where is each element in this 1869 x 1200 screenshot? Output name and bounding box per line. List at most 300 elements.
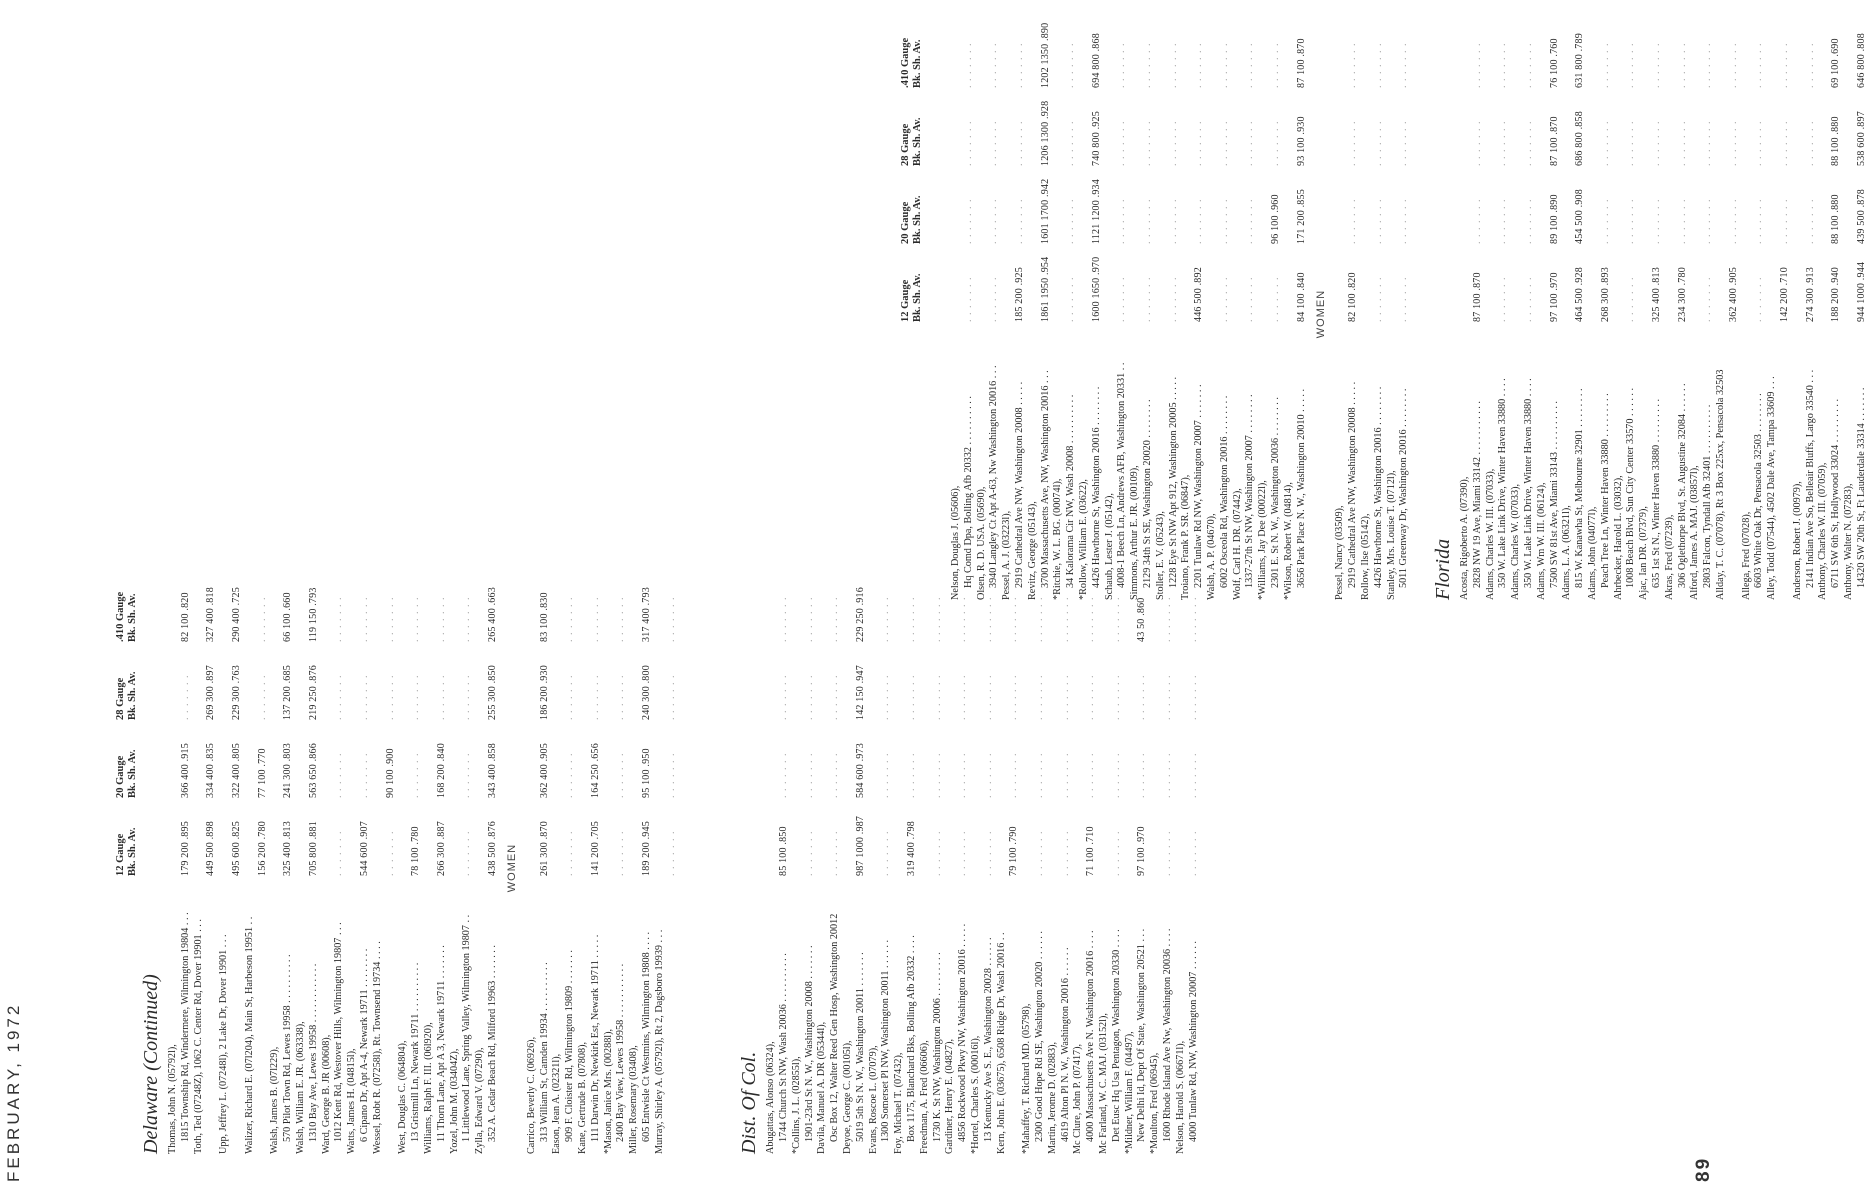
score-g12: 234 300 .780 (1676, 267, 1688, 322)
entry-address: 6711 SW 6th St, Hollywood 33024 . . . . . . . . . (1830, 398, 1842, 588)
entry-address: 1310 Bay Ave, Lewes 19958 . . . . . . . . . . . . (307, 963, 319, 1142)
score-g20: . . . . . . . (333, 752, 345, 798)
entry-address: 570 Pilot Town Rd, Lewes 19958 . . . . . . . . . . (282, 954, 294, 1142)
list-item (346, 564, 372, 1154)
list-item (1715, 10, 1741, 600)
entry-name: Ajac, Ian DR. (07379), (1638, 506, 1650, 600)
entry-name: Nelson, Harold S. (06671l), (1174, 1040, 1186, 1154)
list-item (1510, 10, 1536, 600)
entry-name: Walsh, A. P. (04670), (1205, 513, 1217, 600)
entry-name-address (397, 876, 423, 1154)
list-item (1047, 564, 1073, 1154)
score-g410: 82 100 .820 (179, 592, 191, 642)
entry-address: New Delhi Id, Dept Of State, Washington 20521 . . . (1136, 928, 1148, 1142)
score-g12: 79 100 .790 (1008, 826, 1020, 876)
entry-name: Miller, Rosemary (03408), (628, 1045, 640, 1154)
score-g20: . . . . . . . (931, 752, 943, 798)
entry-name: Troiano, Frank P. SR. (06847), (1180, 474, 1192, 600)
score-g12: 705 800 .881 (307, 821, 319, 876)
list-item (321, 564, 347, 1154)
entry-name: *Mildner, William F. (04497), (1123, 1031, 1135, 1154)
entry-name: Allega, Fred (07028), (1740, 511, 1752, 600)
list-item (950, 10, 976, 600)
entry-name-address (1792, 322, 1818, 600)
entry-name-address (1257, 322, 1283, 600)
entry-address: 6603 White Oak Dr, Pensacola 32503 . . . . . . . . (1753, 393, 1765, 588)
entry-address: Hq Comd Dpa, Bolling Afb 20332 . . . . . . . . . . (962, 396, 974, 588)
score-g20: . . . . . . . (1141, 198, 1153, 244)
score-g28: 538 600 .897 (1855, 111, 1867, 166)
entry-name: *Moulton, Fred (06945), (1149, 1052, 1161, 1154)
entry-name: Toth, Ted (07248Z), 1062 C. Center Rd, Dover 19901 . . . (192, 919, 204, 1154)
entry-address: 1600 Rhode Island Ave Nw, Washington 20036 . . . . (1161, 928, 1173, 1142)
score-g20: . . . . . . . (358, 752, 370, 798)
entry-address: Box 1175, Blanchard Bks, Bolling Afb 20332 . . . . (906, 935, 918, 1142)
list-item (1459, 10, 1485, 600)
score-g410: . . . . . . . (1676, 42, 1688, 88)
list-item (1129, 10, 1155, 600)
score-g28: 87 100 .870 (1548, 116, 1560, 166)
list-item (1689, 10, 1715, 600)
score-g12: 362 400 .905 (1727, 267, 1739, 322)
score-g28: . . . . . . . (1727, 120, 1739, 166)
entry-name: Allday, T. C. (07078), Rt 3 Box 225xx, Pensacola 32503 (1715, 369, 1727, 600)
score-g410: . . . . . . . (1727, 42, 1739, 88)
score-g12: . . . . . . . (1625, 276, 1637, 322)
score-g20: . . . . . . . (1187, 752, 1199, 798)
list-item (1078, 10, 1104, 600)
score-g28: . . . . . . . (1110, 674, 1122, 720)
score-g28: . . . . . . . (179, 674, 191, 720)
entry-name-address (1843, 322, 1869, 600)
score-g28: . . . . . . . (803, 674, 815, 720)
score-g410: . . . . . . . (1065, 42, 1077, 88)
score-g410: . . . . . . . (615, 596, 627, 642)
entry-name: Mc Clure, John P. (07417), (1072, 1043, 1084, 1154)
score-g12: . . . . . . . (1059, 830, 1071, 876)
list-item (1664, 10, 1690, 600)
score-g410: . . . . . . . (358, 596, 370, 642)
entry-name: Acosta, Rigoberto A. (07390), (1459, 476, 1471, 600)
entry-name: Schaub, Lester J. (05142), (1103, 493, 1115, 600)
entry-name: Kern, John E. (03675), 6508 Ridge Dr, Wash 20016 . . (995, 932, 1007, 1154)
entry-name-address (167, 876, 193, 1154)
entry-name: Revitz, George (05143), (1026, 501, 1038, 600)
list-item (1180, 10, 1206, 600)
score-g20: 439 500 .878 (1855, 189, 1867, 244)
entry-name-address (218, 876, 231, 1154)
score-g20: . . . . . . . (1676, 198, 1688, 244)
list-item (996, 564, 1022, 1154)
list-item (1485, 10, 1511, 600)
entry-name: Wessel, Robt R. (07258l), Rt. Townsend 19734 . . . . (371, 941, 383, 1154)
entry-address: 350 W. Lake Link Drive, Winter Haven 33880 . . . . (1497, 378, 1509, 588)
score-g28: . . . . . . . (1398, 120, 1410, 166)
entry-name: Anderson, Robert J. (00979), (1791, 481, 1803, 600)
list-item (526, 564, 552, 1154)
score-g20: . . . . . . . (1497, 198, 1509, 244)
score-g12: . . . . . . . (931, 830, 943, 876)
score-g20: 171 200 .855 (1295, 189, 1307, 244)
entry-name: Walsh, William E. JR. (063338), (294, 1021, 306, 1154)
list-item (654, 564, 680, 1154)
score-g28: . . . . . . . (1034, 674, 1046, 720)
entry-address: 111 Darwin Dr, Newkirk Est, Newark 19711 . . . . . (589, 934, 601, 1142)
score-g410: . . . . . . . (256, 596, 268, 642)
score-g28: . . . . . . . (461, 674, 473, 720)
gauge-header-410: .410 Gauge Bk. Sh. Av. (900, 37, 923, 88)
score-g20: 89 100 .890 (1548, 194, 1560, 244)
score-g12: 544 600 .907 (358, 821, 370, 876)
entry-name-address (1638, 322, 1664, 600)
score-g20: . . . . . . . (1008, 752, 1020, 798)
entry-name-address (816, 876, 842, 1154)
score-g12: . . . . . . . (962, 276, 974, 322)
entry-address: 2301 E. St N. W., Washington 20036 . . . . . . . . (1269, 397, 1281, 588)
entry-name: Murray, Shirley A. (05792l), Rt 2, Dagsboro 19939 . . . (653, 929, 665, 1154)
entry-address: 350 W. Lake Link Drive, Winter Haven 33880 . . . . (1523, 378, 1535, 588)
score-g20: . . . . . . . (461, 752, 473, 798)
score-g410: . . . . . . . (1804, 42, 1816, 88)
score-g410: . . . . . . . (1651, 42, 1663, 88)
score-g410: . . . . . . . (1779, 42, 1791, 88)
list-item (269, 564, 295, 1154)
score-g410: . . . . . . . (1599, 42, 1611, 88)
entry-address: 2828 NW 19 Ave, Miami 33142 . . . . . . . . . . . (1471, 401, 1483, 588)
entry-address: 34 Kalorama Cir NW, Wash 20008 . . . . . . . . . . (1065, 394, 1077, 588)
list-item (1098, 564, 1124, 1154)
score-g410: . . . . . . . (1059, 596, 1071, 642)
score-g28: . . . . . . . (1141, 120, 1153, 166)
score-g28: . . . . . . . (1702, 120, 1714, 166)
score-g12: . . . . . . . (1244, 276, 1256, 322)
entry-name-address (1027, 322, 1053, 600)
entry-name-address (842, 876, 868, 1154)
score-g410: . . . . . . . (666, 596, 678, 642)
score-g20: . . . . . . . (1193, 198, 1205, 244)
score-g410: . . . . . . . (1244, 42, 1256, 88)
score-g28: . . . . . . . (1059, 674, 1071, 720)
entry-address: 1 Littlewood Lane, Spring Valley, Wilmington 19807 . . (461, 914, 473, 1142)
score-g28: . . . . . . . (829, 674, 841, 720)
list-item (1817, 10, 1843, 600)
entry-name-address (1001, 322, 1027, 600)
entry-name: Upp, Jeffrey L. (07248l), 2 Lake Dr, Dover 19901 . . . (218, 934, 230, 1154)
entry-name: *Wilson, Robert W. (04814), (1282, 482, 1294, 600)
score-g12: 266 300 .887 (435, 821, 447, 876)
score-g410: . . . . . . . (1625, 42, 1637, 88)
list-item (167, 564, 193, 1154)
score-g410: . . . . . . . (982, 596, 994, 642)
left-column (95, 564, 1200, 1154)
entry-name-address (1386, 322, 1412, 600)
entry-address: 3700 Massachusetts Ave, NW, Washington 20016 . . . (1039, 370, 1051, 588)
score-g28: . . . . . . . (1804, 120, 1816, 166)
score-g12: 179 200 .895 (179, 821, 191, 876)
entry-address: 1228 Eye St NW Apt 912, Washington 20005 . . . . . (1167, 376, 1179, 588)
list-item (1104, 10, 1130, 600)
entry-name-address (346, 876, 372, 1154)
score-g28: 255 300 .850 (486, 665, 498, 720)
score-g20: 77 100 .770 (256, 748, 268, 798)
list-item (1536, 10, 1562, 600)
list-item (1334, 10, 1360, 600)
score-g20: 584 600 .973 (854, 743, 866, 798)
entry-name: Davila, Manuel A. DR (05344l), (816, 1021, 828, 1154)
entry-name: Adams, L. A. (06321l), (1561, 505, 1573, 600)
entry-address: 4856 Rockwood Pkwy NW, Washington 20016 . . . . . (957, 923, 969, 1142)
score-g28: . . . . . . . (957, 674, 969, 720)
score-g410: 87 100 .870 (1295, 38, 1307, 88)
score-g410: . . . . . . . (1116, 42, 1128, 88)
score-g410: 265 400 .663 (486, 587, 498, 642)
entry-name-address (976, 322, 1002, 600)
entry-name: Akras, Fred (07239), (1663, 514, 1675, 600)
score-g410: . . . . . . . (1013, 42, 1025, 88)
entry-name: Williams, Ralph F. III. (06l920), (422, 1022, 434, 1154)
score-g20: . . . . . . . (615, 752, 627, 798)
score-g28: . . . . . . . (1497, 120, 1509, 166)
score-g410: . . . . . . . (1161, 596, 1173, 642)
entry-address: 605 Entwisle Ct Westmins, Wilmington 19808 . . . . (640, 931, 652, 1142)
score-g28: . . . . . . . (1599, 120, 1611, 166)
entry-address: Peach Tree Ln, Winter Haven 33880 . . . . . . . . . (1599, 393, 1611, 588)
score-g410: . . . . . . . (1008, 596, 1020, 642)
score-g20: . . . . . . . (1398, 198, 1410, 244)
score-g12: . . . . . . . (1065, 276, 1077, 322)
entry-name: Ward, George B. JR (00608), (320, 1034, 332, 1154)
score-g20: 168 200 .840 (435, 743, 447, 798)
entry-name: Anthony, Charles W. III. (07059), (1817, 462, 1829, 600)
score-g20: . . . . . . . (829, 752, 841, 798)
score-g410: . . . . . . . (1167, 42, 1179, 88)
score-g28: . . . . . . . (778, 674, 790, 720)
score-g20: . . . . . . . (1727, 198, 1739, 244)
entry-name: Abugattas, Alonso (06324), (765, 1041, 777, 1154)
score-g20: . . . . . . . (1651, 198, 1663, 244)
score-g12: 97 100 .970 (1136, 826, 1148, 876)
list-item (1283, 10, 1309, 600)
entry-address: 1730 K. St NW, Washington 20006 . . . . . . . . . (931, 952, 943, 1142)
entry-name-address (893, 876, 919, 1154)
score-g12: 495 600 .825 (230, 821, 242, 876)
women-divider: WOMEN (506, 843, 519, 893)
entry-address: 2803 Falcon, Tyndall Afb 32401 . . . . . . . . . . (1702, 404, 1714, 588)
entry-name-address (1124, 876, 1150, 1154)
entry-name: *Mason, Janice Mrs. (00288l), (602, 1028, 614, 1154)
score-g12: 438 500 .876 (486, 821, 498, 876)
score-g410: . . . . . . . (906, 596, 918, 642)
score-g20: . . . . . . . (982, 752, 994, 798)
entry-address: 909 F. Cloister Rd, Wilmington 19809 . . . . . . . (564, 950, 576, 1142)
entry-name: Walizer, Richard E. (07l204), Main St, Harbeson 19951 . . (243, 916, 255, 1154)
entry-name: Alley, Todd (07544), 4502 Dale Ave, Tampa 33609 . . . (1766, 376, 1778, 600)
score-g410: . . . . . . . (410, 596, 422, 642)
entry-address: 1300 Somerset Pl NW, Washington 20011 . . . . . . (880, 940, 892, 1142)
score-g12: . . . . . . . (564, 830, 576, 876)
list-item (970, 564, 996, 1154)
score-g28: . . . . . . . (1347, 120, 1359, 166)
entry-name-address (1078, 322, 1104, 600)
entry-name: Adams, Charles W. (07033), (1510, 483, 1522, 600)
score-g20: . . . . . . . (1136, 752, 1148, 798)
entry-name-address (1104, 322, 1130, 600)
entry-name-address (526, 876, 552, 1154)
score-g28: . . . . . . . (1269, 120, 1281, 166)
score-g28: . . . . . . . (1136, 674, 1148, 720)
score-g410: . . . . . . . (1110, 596, 1122, 642)
score-g410: . . . . . . . (829, 596, 841, 642)
entry-address: 2919 Cathedral Ave NW, Washington 20008 . . . . . (1013, 381, 1025, 588)
score-g20: . . . . . . . (880, 752, 892, 798)
score-g28: . . . . . . . (1779, 120, 1791, 166)
entry-name: Walsh, James B. (07l229), (269, 1046, 281, 1154)
entry-name-address (1741, 322, 1767, 600)
dc-women-entries (1334, 10, 1411, 600)
entry-name: Freedman, A. Fred (06606), (918, 1040, 930, 1154)
score-g12: . . . . . . . (384, 830, 396, 876)
score-g20: 241 300 .803 (282, 743, 294, 798)
score-g12: 71 100 .710 (1085, 826, 1097, 876)
score-g12: . . . . . . . (982, 830, 994, 876)
score-g20: . . . . . . . (1599, 198, 1611, 244)
entry-name: Ahrbecker, Harold L. (03032), (1612, 475, 1624, 600)
score-g20: . . . . . . . (1753, 198, 1765, 244)
score-g12: . . . . . . . (1702, 276, 1714, 322)
score-g12: 944 1000 .944 (1855, 261, 1867, 322)
entry-name-address (1536, 322, 1562, 600)
entry-name-address (244, 876, 257, 1154)
entry-name-address (1715, 322, 1728, 600)
entry-name-address (1206, 322, 1232, 600)
score-g12: . . . . . . . (1269, 276, 1281, 322)
entry-name-address (1817, 322, 1843, 600)
score-g28: . . . . . . . (906, 674, 918, 720)
entry-address: 6002 Osceola Rd, Washington 20016 . . . . . . . . (1218, 395, 1230, 588)
score-g410: . . . . . . . (1187, 596, 1199, 642)
score-g20: 1601 1700 .942 (1039, 178, 1051, 244)
entry-address: 313 William St, Camden 19934 . . . . . . . . . . (538, 962, 550, 1142)
score-g410: 694 800 .868 (1090, 33, 1102, 88)
score-g28: . . . . . . . (666, 674, 678, 720)
score-g20: . . . . . . . (1347, 198, 1359, 244)
entry-name-address (765, 876, 791, 1154)
entry-name-address (1334, 322, 1360, 600)
score-g12: . . . . . . . (1110, 830, 1122, 876)
column-header (880, 10, 924, 600)
list-item (1232, 10, 1258, 600)
list-item (1741, 10, 1767, 600)
score-g12: 268 300 .893 (1599, 267, 1611, 322)
entry-name: Pessel, A. J. (03223l), (1001, 510, 1013, 600)
score-g410: . . . . . . . (1141, 42, 1153, 88)
entry-address: 1012 Kent Rd, Westover Hills, Wilmington 19807 . . . (333, 922, 345, 1142)
score-g12: 84 100 .840 (1295, 272, 1307, 322)
entry-name-address (1072, 876, 1098, 1154)
score-g12: 1861 1950 .954 (1039, 256, 1051, 322)
list-item (893, 564, 919, 1154)
entry-address: 4619 Alton Pl N. W., Washington 20016 . . . . . . (1059, 947, 1071, 1142)
footer-month: FEBRUARY, 1972 (4, 1002, 23, 1182)
entry-address: 3940 Langley Ct Apt A-63, Nw Washington 20016 . . . (988, 365, 1000, 588)
score-g28: . . . . . . . (1676, 120, 1688, 166)
score-g20: . . . . . . . (1161, 752, 1173, 798)
score-g20: . . . . . . . (962, 198, 974, 244)
entry-address: Det Eusc Hq Usa Pentagon, Washington 20330 . . . . (1110, 929, 1122, 1142)
score-g410: . . . . . . . (1085, 596, 1097, 642)
list-item (1155, 10, 1181, 600)
entry-address: 2141 Indian Ave So, Belleair Bluffs, Largo 33540 . . . (1804, 369, 1816, 588)
score-g12: . . . . . . . (803, 830, 815, 876)
entry-name-address (944, 876, 970, 1154)
entry-address: 4426 Hawthorne St, Washington 20016 . . . . . . . . (1090, 386, 1102, 588)
list-item (628, 564, 654, 1154)
list-item (193, 564, 219, 1154)
score-g20: 96 100 .960 (1269, 194, 1281, 244)
score-g28: . . . . . . . (1471, 120, 1483, 166)
gauge-header-28: 28 Gauge Bk. Sh. Av. (115, 671, 138, 720)
entry-name-address (193, 876, 206, 1154)
score-g20: 322 400 .805 (230, 743, 242, 798)
section-title-delaware: Delaware (Continued) (140, 974, 162, 1154)
delaware-women-entries (526, 564, 680, 1154)
score-g28: . . . . . . . (1193, 120, 1205, 166)
entry-name: Gardiner, Henry E. (04827), (944, 1038, 956, 1154)
score-g410: . . . . . . . (1193, 42, 1205, 88)
score-g28: . . . . . . . (615, 674, 627, 720)
list-item (1613, 10, 1639, 600)
gauge-header-20: 20 Gauge Bk. Sh. Av. (900, 195, 923, 244)
section-title-dc: Dist. Of Col. (738, 1051, 761, 1154)
gauge-header-20: 20 Gauge Bk. Sh. Av. (115, 749, 138, 798)
score-g20: . . . . . . . (410, 752, 422, 798)
score-g12: . . . . . . . (1167, 276, 1179, 322)
entry-name: Yozel, John M. (03404Z), (448, 1048, 460, 1154)
list-item (551, 564, 577, 1154)
score-g12: . . . . . . . (615, 830, 627, 876)
entry-name: *Mahaffey, T. Richard MD. (05798), (1021, 1003, 1033, 1154)
page-number: 89 (1693, 1156, 1714, 1182)
list-item (842, 564, 868, 1154)
entry-address: 1815 Township Rd, Windermere, Wilmington 19804 . . . (179, 912, 191, 1142)
score-g12: 82 100 .820 (1347, 272, 1359, 322)
entry-name-address (1021, 876, 1047, 1154)
entry-name-address (1766, 322, 1779, 600)
entry-address: 2919 Cathedral Ave NW, Washington 20008 . . . . . (1347, 381, 1359, 588)
list-item (1206, 10, 1232, 600)
score-g12: . . . . . . . (1218, 276, 1230, 322)
right-column (880, 10, 1869, 600)
entry-name: *Williams, Jay Dee (00022l), (1257, 480, 1269, 600)
list-item (1149, 564, 1175, 1154)
score-g410: . . . . . . . (931, 596, 943, 642)
list-item (976, 10, 1002, 600)
entry-name-address (1510, 322, 1536, 600)
section-title-florida: Florida (1432, 538, 1455, 600)
list-item (1561, 10, 1587, 600)
score-g28: 186 200 .930 (538, 665, 550, 720)
score-g410: . . . . . . . (1218, 42, 1230, 88)
score-g28: . . . . . . . (1625, 120, 1637, 166)
entry-address: 352 A. Cedar Beach Rd, Milford 19963 . . . . . . . (486, 945, 498, 1142)
score-g28: 229 300 .763 (230, 665, 242, 720)
entry-address: 5019 5th St N. W., Washington 20011 . . . . . . . (854, 952, 866, 1142)
entry-name-address (295, 876, 321, 1154)
score-g28: . . . . . . . (982, 674, 994, 720)
gauge-header-410: .410 Gauge Bk. Sh. Av. (115, 591, 138, 642)
dc-entries-part2 (950, 10, 1308, 600)
entry-address: 13 Kentucky Ave S. E., Washington 20028 . . . . . . (982, 937, 994, 1142)
